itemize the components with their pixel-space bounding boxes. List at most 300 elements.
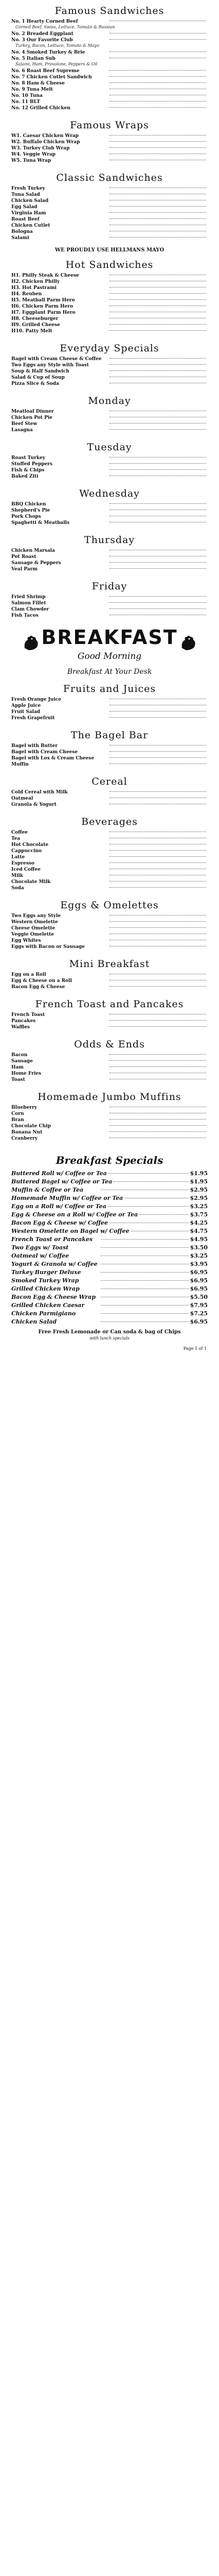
leader-dots [110,608,206,609]
item-name: H1. Philly Steak & Cheese [11,273,79,278]
item-name: No. 1 Hearty Corned Beef [11,19,78,24]
item-price: $5.50 [190,1293,208,1300]
menu-item [11,415,208,421]
item-name: Two Eggs any Style [11,913,61,919]
item-name: Muffin & Coffee or Tea [11,1186,84,1193]
leader-dots [110,881,206,882]
item-name: BBQ Chicken [11,502,46,507]
menu-item [11,1136,208,1142]
item-name: Fresh Turkey [11,186,45,191]
leader-dots [110,887,206,888]
menu-item [11,789,208,795]
menu-item [11,31,208,37]
item-name: Fish Tacos [11,613,39,618]
item-price: $3.75 [190,1211,208,1218]
item-name: Stuffed Peppers [11,462,53,467]
menu-item [11,409,208,415]
menu-item [11,913,208,919]
menu-item [11,749,208,755]
menu-item [11,1301,208,1310]
menu-item [11,105,208,111]
menu-item [11,68,208,74]
menu-item [11,848,208,854]
breakfast-specials [0,1145,219,1346]
leader-dots [110,469,206,470]
menu-item [11,972,208,978]
menu-item [11,19,208,25]
item-description: Turkey, Bacon, Lettuce, Tomato & Mayo [15,43,99,48]
menu-item [11,381,208,387]
item-name: W2. Buffalo Chicken Wrap [11,140,80,145]
item-price: $7.95 [190,1301,208,1309]
menu-item [11,507,208,514]
item-name: Grilled Chicken Caesar [11,1301,85,1309]
item-name: H6. Chicken Parm Hero [11,304,74,309]
menu-item [11,74,208,80]
item-name: No. 6 Roast Beef Supreme [11,69,80,74]
item-name: Veal Parm [11,567,38,572]
menu-item [11,829,208,836]
menu-item [11,1227,208,1235]
item-name: Roast Beef [11,217,40,222]
item-name: Spaghetti & Meatballs [11,520,70,526]
section-title: Tuesday [87,442,132,453]
leader-dots [101,1321,189,1322]
breakfast-banner [0,622,219,664]
item-name: Granola & Yogurt [11,802,57,807]
menu-item [11,185,208,192]
menu-item [11,316,208,322]
item-name: Bagel with Cream Cheese & Coffee [11,357,102,362]
menu-item [11,1318,208,1326]
menu-item [11,375,208,381]
item-name: H8. Cheeseburger [11,316,59,321]
menu-item [11,216,208,223]
leader-dots [114,1181,188,1182]
item-name: Cheese Omelette [11,925,56,931]
menu-item [11,1252,208,1260]
leader-dots [110,429,206,430]
menu-item [11,297,208,303]
leader-dots [110,717,206,718]
item-name: Bran [11,1117,24,1123]
menu-item [11,1170,208,1178]
item-name: Tuna Salad [11,192,40,197]
menu-item [11,1071,208,1077]
menu-item [11,1235,208,1244]
free-offer-note: with lunch specials [89,1335,130,1341]
item-name: Fruit Salad [11,709,41,715]
leader-dots [101,1247,189,1248]
menu-section [0,1033,219,1086]
menu-item [11,755,208,761]
menu-item [11,467,208,473]
item-name: Egg & Cheese on a Roll [11,978,72,984]
section-title: Homemade Jumbo Muffins [38,1091,181,1103]
menu-section [0,575,219,622]
item-name: Egg on a Roll w/ Coffee or Tea [11,1202,106,1210]
menu-item [11,204,208,210]
item-name: Ham [11,1064,24,1070]
leader-dots [110,237,206,238]
menu-item [11,1105,208,1111]
menu-item [11,223,208,229]
breakfast-subtitle: Good Morning [77,651,142,662]
item-name: Corn [11,1111,24,1116]
menu-section [0,483,219,529]
item-name: Pancakes [11,1018,36,1024]
item-name: Western Omelette on Bagel w/ Coffee [11,1227,130,1234]
menu-item [11,548,208,554]
leader-dots [110,1131,206,1132]
menu-item [11,285,208,291]
menu-item [11,1211,208,1219]
menu-item [11,322,208,328]
item-price: $6.95 [190,1285,208,1292]
item-name: Fish & Chips [11,468,45,473]
section-title: Everyday Specials [60,343,159,354]
item-name: Pizza Slice & Soda [11,381,59,386]
item-name: Egg on a Roll [11,972,46,977]
section-title: Mini Breakfast [69,958,150,970]
menu-item [11,99,208,105]
section-title: Thursday [84,534,135,546]
menu-item [11,1129,208,1136]
leader-dots [110,568,206,569]
leader-dots [110,850,206,851]
menu-item [11,842,208,848]
section-title: Wednesday [79,488,140,499]
menu-item [11,761,208,768]
menu-item [11,310,208,316]
specials-title: Breakfast Specials [56,1154,163,1166]
menu-section [0,678,219,724]
item-name: Meatloaf Dinner [11,409,54,414]
menu-item [11,697,208,703]
item-name: Bacon Egg & Cheese Wrap [11,1293,96,1300]
item-name: Oatmeal [11,795,33,801]
menu-item [11,978,208,984]
leader-dots [108,1173,189,1174]
menu-item [11,566,208,572]
menu-item [11,514,208,520]
menu-item [11,1285,208,1293]
item-name: W3. Turkey Club Wrap [11,146,70,151]
leader-dots [108,1206,189,1207]
leader-dots [110,364,206,365]
leader-dots [110,70,206,71]
menu-item [11,356,208,362]
item-name: Two Eggs any Style with Toast [11,363,89,368]
item-name: Beef Stew [11,421,38,427]
section-title: Friday [92,581,127,592]
leader-dots [101,1239,189,1240]
menu-item [11,931,208,938]
menu-item [11,1077,208,1083]
leader-dots [110,141,206,142]
menu-section [0,811,219,894]
item-name: Egg Whites [11,938,41,943]
item-name: H7. Eggplant Parm Hero [11,310,76,315]
menu-item [11,1202,208,1211]
section-title: Hot Sandwiches [65,259,154,270]
item-name: H4. Reuben [11,292,42,297]
menu-item [11,1058,208,1064]
item-name: Egg & Cheese on a Roll w/ Coffee or Tea [11,1211,138,1218]
free-offer: Free Fresh Lemonade or Can soda & bag of Chips [38,1329,181,1335]
item-name: Chocolate Chip [11,1123,51,1129]
item-name: Pork Chops [11,514,41,519]
item-name: Home Fries [11,1071,42,1076]
menu-item [11,836,208,842]
section-title: Cereal [92,775,127,787]
item-price: $6.95 [190,1268,208,1276]
menu-section [0,0,219,114]
item-name: W5. Tuna Wrap [11,158,51,163]
leader-dots [110,1125,206,1126]
item-name: Chicken Cutlet [11,223,50,228]
item-name: Roast Turkey [11,455,46,461]
leader-dots [110,39,206,40]
item-name: Fried Shrimp [11,595,46,600]
item-name: Buttered Roll w/ Coffee or Tea [11,1170,107,1177]
menu-item [11,362,208,368]
menu-item [11,368,208,375]
item-name: Bagel with Butter [11,743,58,749]
menu-item [11,145,208,151]
item-name: No. 9 Tuna Melt [11,87,53,92]
item-name: Yogurt & Granola w/ Coffee [11,1260,98,1267]
menu-item [11,80,208,87]
leader-dots [110,503,206,504]
menu-item [11,919,208,925]
leader-dots [139,1214,188,1215]
leader-dots [110,915,206,916]
item-name: Iced Coffee [11,867,41,872]
menu-item [11,795,208,802]
item-name: No. 12 Grilled Chicken [11,106,70,111]
menu-item [11,715,208,721]
leader-dots [110,1026,206,1027]
menu-item [11,802,208,808]
leader-dots [110,602,206,603]
menu-item [11,421,208,427]
item-name: Tea [11,836,21,841]
menu-item [11,873,208,879]
leader-dots [110,299,206,300]
rooster-icon [178,633,198,653]
item-name: H3. Hot Pastrami [11,285,57,291]
item-name: Clam Chowder [11,607,49,612]
item-name: No. 2 Breaded Eggplant [11,31,74,37]
item-price: $6.95 [190,1318,208,1325]
menu-item [11,1194,208,1202]
item-price: $7.25 [190,1310,208,1317]
menu-item [11,1260,208,1268]
section-title: The Bagel Bar [70,729,149,741]
item-name: Soda [11,885,24,891]
item-name: Chicken Salad [11,1318,57,1325]
leader-dots [110,206,206,207]
menu-item [11,1186,208,1194]
menu-item [11,606,208,613]
leader-dots [101,1305,189,1306]
item-name: Baked Ziti [11,474,39,479]
menu-item [11,473,208,480]
menu-item [11,860,208,867]
menu-section [0,894,219,953]
menu-item [11,427,208,433]
item-name: Fresh Grapefruit [11,715,55,721]
menu-item [11,885,208,891]
item-price: $3.25 [190,1252,208,1259]
section-title: French Toast and Pancakes [35,998,184,1010]
item-price: $1.95 [190,1170,208,1177]
menu-item [11,1268,208,1277]
leader-dots [110,1119,206,1120]
item-name: Lasagna [11,428,33,433]
item-name: Two Eggs w/ Toast [11,1244,69,1251]
menu-section [0,114,219,167]
item-name: H2. Chicken Philly [11,279,60,284]
leader-dots [101,1272,189,1273]
menu-item [11,328,208,334]
menu-item [11,37,208,43]
item-name: No. 11 BLT [11,99,40,105]
item-name: Oatmeal w/ Coffee [11,1252,69,1259]
section-title: Fruits and Juices [63,683,156,694]
leader-dots [110,107,206,108]
item-name: Virginia Ham [11,211,46,216]
menu-item [11,291,208,297]
item-price: $4.75 [190,1227,208,1234]
section-title: Classic Sandwiches [56,172,163,183]
leader-dots [110,856,206,857]
leader-dots [110,927,206,928]
leader-dots [110,463,206,464]
item-description: Salami, Ham, Provolone, Peppers & Oil [15,62,98,66]
menu-item [11,1111,208,1117]
breakfast-at-desk: Breakfast At Your Desk [67,667,152,676]
item-name: Latte [11,854,25,860]
menu-item [11,520,208,526]
menu-item [11,87,208,93]
menu-item [11,93,208,99]
mayo-notice: WE PROUDLY USE HELLMANS MAYO [54,247,165,253]
item-name: H10. Patty Melt [11,329,52,334]
menu-item [11,1064,208,1071]
leader-dots [110,1066,206,1067]
menu-item [11,709,208,715]
item-name: Cold Cereal with Milk [11,789,68,795]
leader-dots [110,921,206,922]
item-price: $3.95 [190,1260,208,1267]
item-name: Salami [11,235,29,241]
menu-section [0,337,219,390]
item-name: Buttered Bagel w/ Coffee or Tea [11,1178,113,1185]
page-footer: Page 1 of 1 [183,1346,207,1351]
section-title: Odds & Ends [74,1038,145,1050]
menu-item [11,1277,208,1285]
item-name: Toast [11,1077,25,1082]
leader-dots [110,562,206,563]
leader-dots [110,1020,206,1021]
item-price: $2.95 [190,1186,208,1193]
item-name: Grilled Chicken Wrap [11,1285,80,1292]
leader-dots [110,862,206,863]
menu-item [11,501,208,507]
section-title: Eggs & Omelettes [60,899,159,911]
menu-section [0,993,219,1033]
menu-section [0,390,219,436]
item-price: $4.25 [190,1219,208,1226]
leader-dots [101,1280,189,1281]
menu-section [0,529,219,575]
menu-item [11,229,208,235]
menu-item [11,925,208,931]
item-price: $4.95 [190,1235,208,1243]
leader-dots [110,330,206,331]
leader-dots [110,1060,206,1061]
menu-section [0,167,219,244]
menu-item [11,1024,208,1030]
item-name: French Toast or Pancakes [11,1235,93,1243]
item-price: $3.50 [190,1244,208,1251]
leader-dots [110,218,206,219]
item-name: Chicken Parmigiano [11,1310,76,1317]
menu-item [11,938,208,944]
item-name: Coffee [11,829,28,835]
item-name: No. 5 Italian Sub [11,56,56,61]
item-name: H5. Meatball Parm Hero [11,298,75,303]
item-name: Chicken Pot Pie [11,415,52,420]
leader-dots [101,1313,189,1314]
item-name: Chocolate Milk [11,879,51,885]
section-title: Monday [88,395,131,406]
menu-item [11,743,208,749]
menu-section [0,953,219,993]
menu-item [11,151,208,158]
item-name: Cappuccino [11,848,42,854]
item-name: Fresh Orange Juice [11,697,61,702]
menu-item [11,1219,208,1227]
menu-section [0,724,219,771]
item-name: Sausage [11,1058,33,1064]
menu-item [11,1117,208,1123]
item-name: Soup & Half Sandwich [11,369,69,374]
item-name: Chicken Salad [11,198,49,204]
item-name: Chicken Marsala [11,548,55,553]
item-name: Homemade Muffin w/ Coffee or Tea [11,1194,123,1201]
item-name: Cranberry [11,1136,38,1141]
item-name: Salmon Fillet [11,601,46,606]
menu-item [11,703,208,709]
item-name: Apple Juice [11,703,41,708]
item-name: Bacon Egg & Cheese [11,984,65,990]
breakfast-title: BREAKFAST [41,626,178,649]
section-title: Beverages [81,816,138,827]
item-name: Egg Salad [11,205,38,210]
item-name: Espresso [11,860,34,866]
menu-item [11,158,208,164]
item-name: Hot Chocolate [11,842,49,848]
menu-item [11,139,208,145]
item-name: W1. Caesar Chicken Wrap [11,133,79,139]
menu-item [11,56,208,62]
menu-item [11,594,208,600]
menu-item [11,613,208,619]
item-name: Milk [11,873,24,878]
